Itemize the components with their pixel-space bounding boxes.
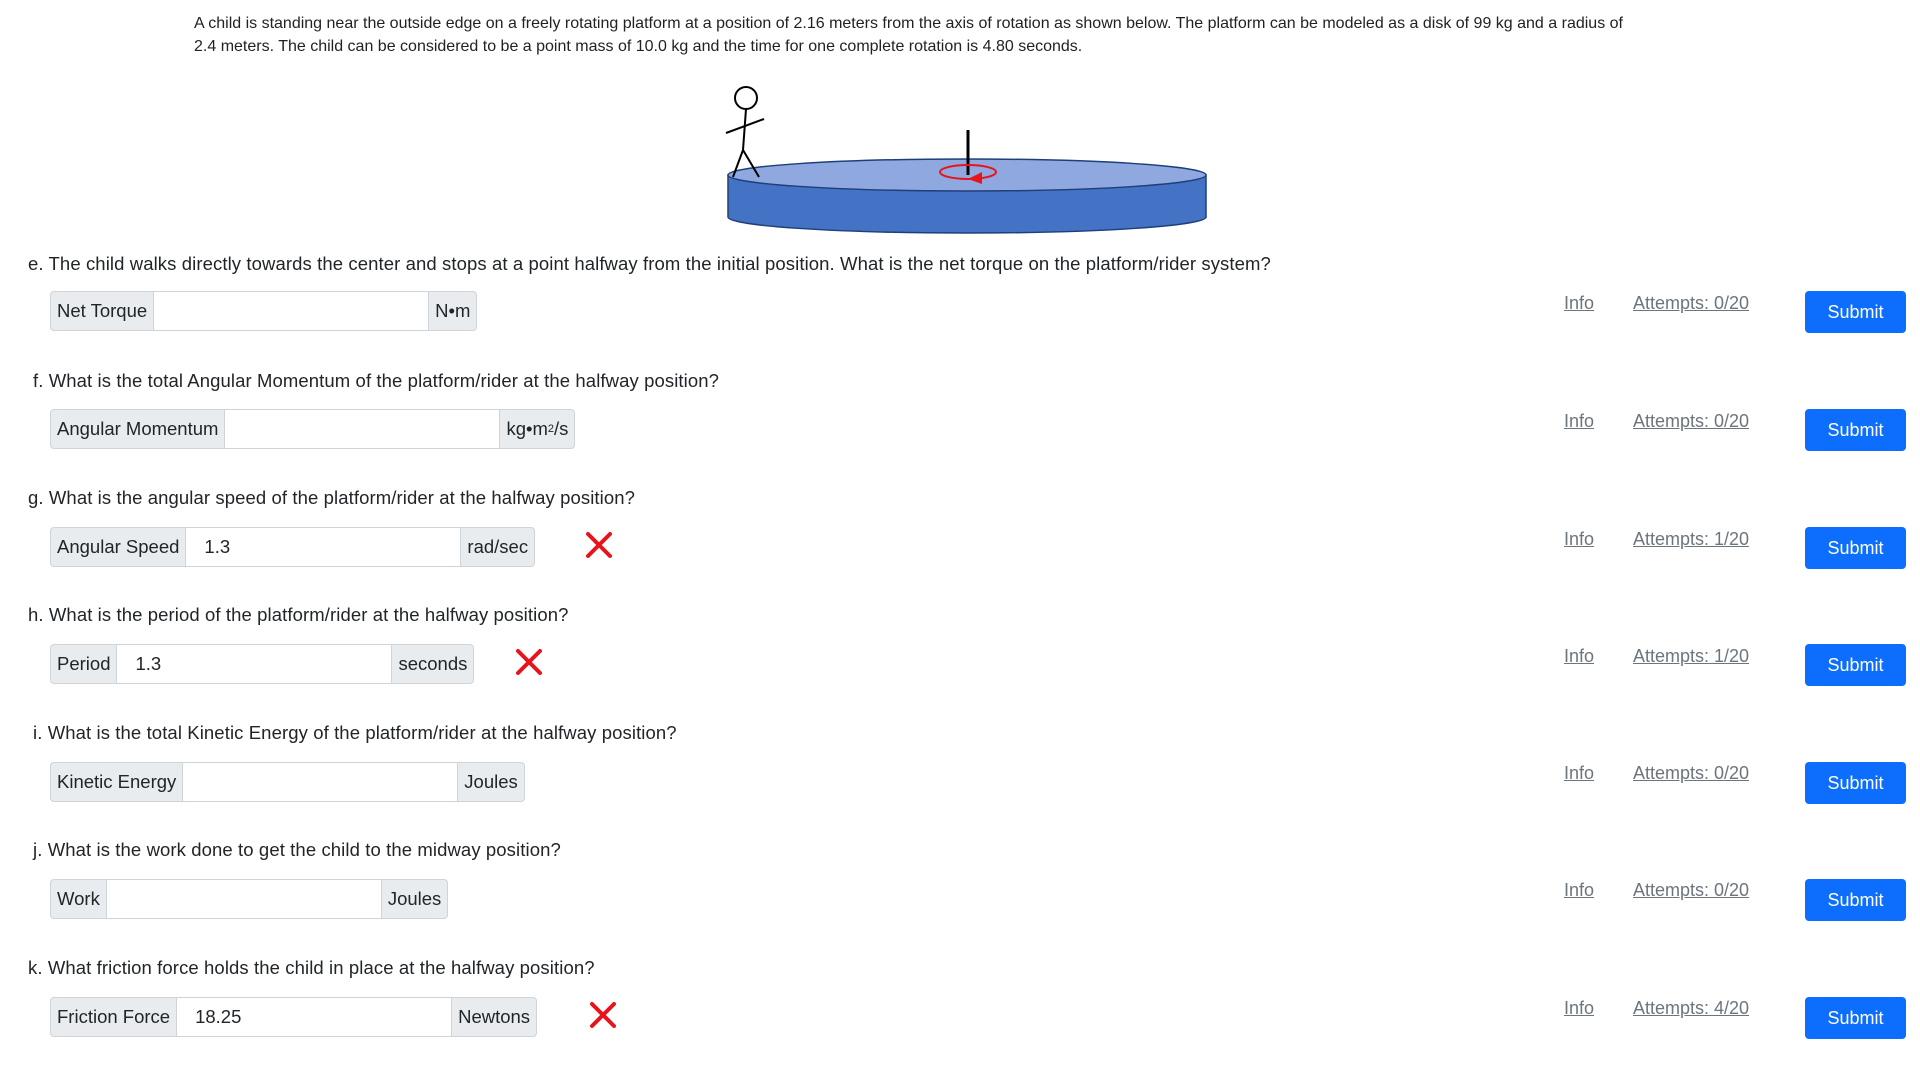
period-input[interactable]: 1.3 <box>117 644 391 684</box>
child-figure-icon <box>726 87 764 177</box>
angular-speed-input-group <box>50 527 535 567</box>
angular-momentum-input[interactable] <box>225 409 499 449</box>
attempts-link-e[interactable]: Attempts: 0/20 <box>1633 293 1750 313</box>
problem-statement <box>194 12 1754 58</box>
info-link-k[interactable]: Info <box>1564 998 1595 1018</box>
friction-force-input-group <box>50 997 537 1037</box>
rotating-platform-diagram <box>700 85 1220 245</box>
submit-button-j[interactable]: Submit <box>1805 879 1906 921</box>
work-label: Work <box>50 879 107 919</box>
info-link-f[interactable]: Info <box>1564 411 1595 431</box>
period-unit: seconds <box>391 644 474 684</box>
problem-line-2: 2.4 meters. The child can be considered to be a point mass of 10.0 kg and the time for one complete rotation is 4.80 seconds. <box>194 38 1083 55</box>
angular-speed-unit: rad/sec <box>460 527 535 567</box>
info-link-g[interactable]: Info <box>1564 529 1595 549</box>
period-input-group <box>50 644 474 684</box>
angular-momentum-unit-tail: /s <box>554 418 569 439</box>
friction-force-label: Friction Force <box>50 997 177 1037</box>
work-unit: Joules <box>381 879 448 919</box>
submit-button-h[interactable]: Submit <box>1805 644 1906 686</box>
submit-button-i[interactable]: Submit <box>1805 762 1906 804</box>
net-torque-input-group <box>50 291 477 331</box>
friction-force-input[interactable]: 18.25 <box>177 997 451 1037</box>
angular-momentum-input-group <box>50 409 575 449</box>
submit-button-k[interactable]: Submit <box>1805 997 1906 1039</box>
angular-momentum-label: Angular Momentum <box>50 409 225 449</box>
info-link-j[interactable]: Info <box>1564 880 1595 900</box>
submit-button-f[interactable]: Submit <box>1805 409 1906 451</box>
net-torque-unit: N•m <box>428 291 477 331</box>
attempts-link-k[interactable]: Attempts: 4/20 <box>1633 998 1750 1018</box>
net-torque-input[interactable] <box>154 291 428 331</box>
question-k: k. What friction force holds the child in place at the halfway position? <box>28 957 595 978</box>
question-g: g. What is the angular speed of the platform/rider at the halfway position? <box>28 487 636 508</box>
question-j: j. What is the work done to get the child to the midway position? <box>33 839 561 860</box>
kinetic-energy-input[interactable] <box>183 762 457 802</box>
angular-momentum-unit-base: kg•m <box>506 418 548 439</box>
submit-button-e[interactable]: Submit <box>1805 291 1906 333</box>
submit-button-g[interactable]: Submit <box>1805 527 1906 569</box>
attempts-link-i[interactable]: Attempts: 0/20 <box>1633 763 1750 783</box>
info-link-i[interactable]: Info <box>1564 763 1595 783</box>
info-link-h[interactable]: Info <box>1564 646 1595 666</box>
attempts-link-g[interactable]: Attempts: 1/20 <box>1633 529 1750 549</box>
problem-line-1: A child is standing near the outside edge on a freely rotating platform at a position of 2.16 meters from the axis of rotation as shown below. The platform can be modeled as a disk of 99 kg and a radius of <box>194 15 1623 32</box>
angular-momentum-unit: kg•m 2 /s <box>499 409 575 449</box>
incorrect-x-icon <box>514 647 544 677</box>
friction-force-unit: Newtons <box>451 997 537 1037</box>
net-torque-label: Net Torque <box>50 291 154 331</box>
question-f: f. What is the total Angular Momentum of the platform/rider at the halfway position? <box>33 370 720 391</box>
work-input-group <box>50 879 448 919</box>
question-e: e. The child walks directly towards the center and stops at a point halfway from the initial position. What is the net torque on the platform/rider system? <box>28 253 1271 274</box>
incorrect-x-icon <box>588 1000 618 1030</box>
attempts-link-f[interactable]: Attempts: 0/20 <box>1633 411 1750 431</box>
question-h: h. What is the period of the platform/rider at the halfway position? <box>28 604 569 625</box>
info-link-e[interactable]: Info <box>1564 293 1595 313</box>
kinetic-energy-unit: Joules <box>457 762 524 802</box>
angular-speed-label: Angular Speed <box>50 527 186 567</box>
angular-speed-input[interactable]: 1.3 <box>186 527 460 567</box>
kinetic-energy-label: Kinetic Energy <box>50 762 183 802</box>
work-input[interactable] <box>107 879 381 919</box>
period-label: Period <box>50 644 117 684</box>
attempts-link-h[interactable]: Attempts: 1/20 <box>1633 646 1750 666</box>
kinetic-energy-input-group <box>50 762 525 802</box>
incorrect-x-icon <box>584 530 614 560</box>
question-i: i. What is the total Kinetic Energy of the platform/rider at the halfway position? <box>33 722 677 743</box>
attempts-link-j[interactable]: Attempts: 0/20 <box>1633 880 1750 900</box>
